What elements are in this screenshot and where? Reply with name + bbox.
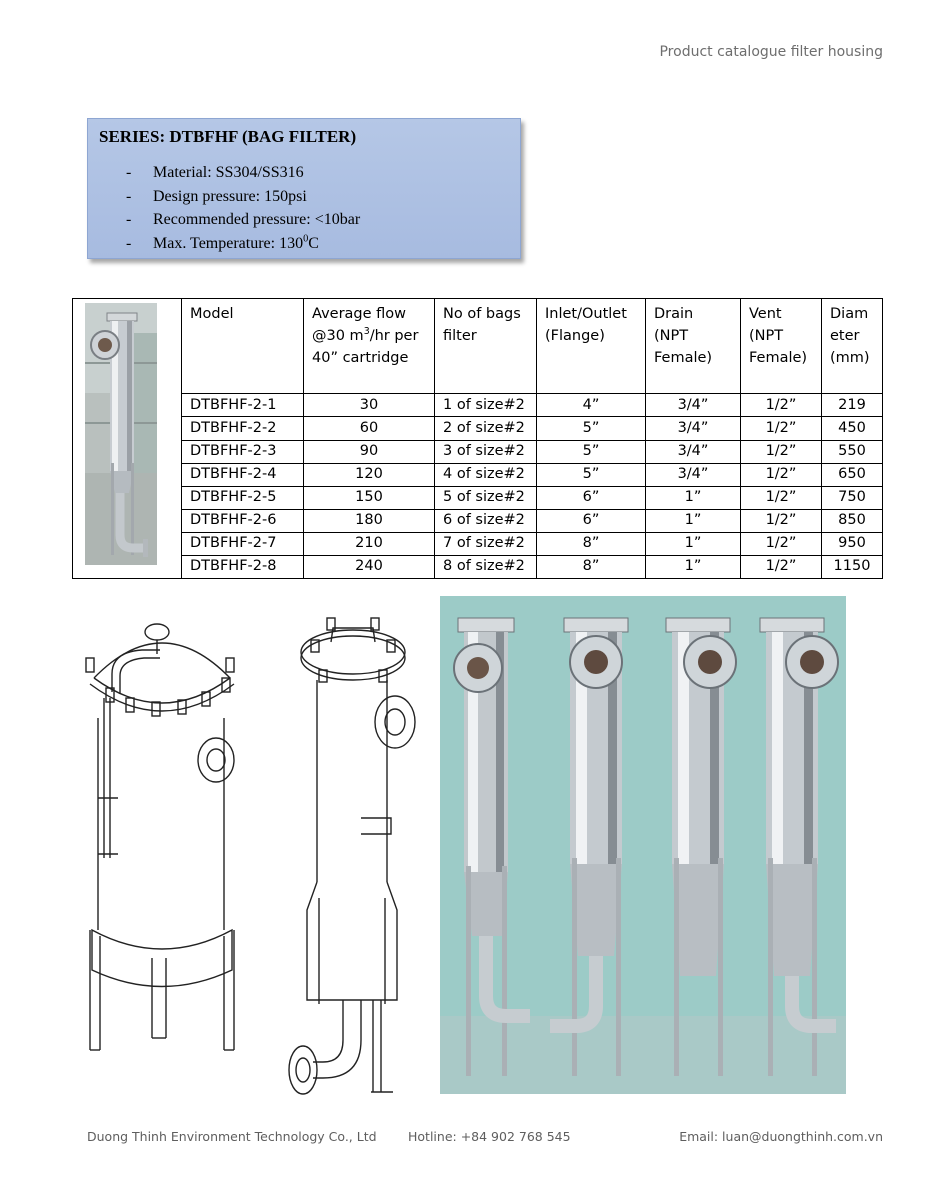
cell-bags: 2 of size#2 bbox=[435, 417, 537, 440]
table-row bbox=[73, 486, 883, 509]
cell-drain: 1” bbox=[646, 509, 741, 532]
cell-vent: 1/2” bbox=[741, 417, 822, 440]
cell-inlet: 8” bbox=[537, 555, 646, 578]
cell-model: DTBFHF-2-7 bbox=[182, 532, 304, 555]
table-row bbox=[73, 394, 883, 417]
cell-bags: 1 of size#2 bbox=[435, 394, 537, 417]
spec-design-pressure: Design pressure: 150psi bbox=[153, 187, 307, 205]
bullet: - bbox=[126, 234, 132, 252]
header-bags: No of bags filter bbox=[435, 299, 537, 394]
table-row bbox=[73, 463, 883, 486]
header-model: Model bbox=[182, 299, 304, 394]
table-row bbox=[73, 532, 883, 555]
cell-bags: 6 of size#2 bbox=[435, 509, 537, 532]
cell-model: DTBFHF-2-3 bbox=[182, 440, 304, 463]
spec-table bbox=[72, 298, 883, 579]
cell-drain: 1” bbox=[646, 532, 741, 555]
filter-housing-drawing-side bbox=[283, 600, 433, 1100]
cell-inlet: 5” bbox=[537, 440, 646, 463]
cell-flow: 240 bbox=[304, 555, 435, 578]
bullet: - bbox=[126, 211, 132, 228]
cell-drain: 1” bbox=[646, 555, 741, 578]
filter-housing-drawing-front bbox=[82, 618, 242, 1058]
footer-company: Duong Thinh Environment Technology Co., Ltd bbox=[87, 1129, 377, 1144]
product-thumbnail bbox=[85, 303, 157, 565]
cell-diameter: 750 bbox=[822, 486, 883, 509]
cell-inlet: 5” bbox=[537, 417, 646, 440]
page-header: Product catalogue filter housing bbox=[659, 44, 883, 60]
spec-max-temperature bbox=[152, 235, 319, 252]
cell-bags: 8 of size#2 bbox=[435, 555, 537, 578]
spec-item bbox=[126, 232, 360, 256]
spec-item bbox=[126, 185, 360, 209]
temp-unit: C bbox=[308, 234, 319, 252]
cell-flow: 60 bbox=[304, 417, 435, 440]
cell-flow: 120 bbox=[304, 463, 435, 486]
table-row bbox=[73, 555, 883, 578]
cell-bags: 7 of size#2 bbox=[435, 532, 537, 555]
cell-bags: 5 of size#2 bbox=[435, 486, 537, 509]
cell-vent: 1/2” bbox=[741, 555, 822, 578]
cell-inlet: 5” bbox=[537, 463, 646, 486]
cell-vent: 1/2” bbox=[741, 394, 822, 417]
header-drain: Drain (NPT Female) bbox=[646, 299, 741, 394]
cell-inlet: 8” bbox=[537, 532, 646, 555]
header-vent: Vent (NPT Female) bbox=[741, 299, 822, 394]
cell-bags: 4 of size#2 bbox=[435, 463, 537, 486]
cell-flow: 210 bbox=[304, 532, 435, 555]
cell-inlet: 6” bbox=[537, 509, 646, 532]
cell-model: DTBFHF-2-6 bbox=[182, 509, 304, 532]
cell-flow: 90 bbox=[304, 440, 435, 463]
cell-vent: 1/2” bbox=[741, 440, 822, 463]
bullet: - bbox=[126, 164, 132, 181]
degree-sup: 0 bbox=[303, 233, 309, 245]
cell-model: DTBFHF-2-8 bbox=[182, 555, 304, 578]
cell-diameter: 1150 bbox=[822, 555, 883, 578]
cell-diameter: 650 bbox=[822, 463, 883, 486]
spec-material: Material: SS304/SS316 bbox=[153, 164, 304, 181]
table-row bbox=[73, 509, 883, 532]
series-title: SERIES: DTBFHF (BAG FILTER) bbox=[99, 127, 357, 146]
product-photo bbox=[440, 596, 846, 1094]
cell-drain: 1” bbox=[646, 486, 741, 509]
cell-diameter: 850 bbox=[822, 509, 883, 532]
table-row bbox=[73, 417, 883, 440]
cell-inlet: 6” bbox=[537, 486, 646, 509]
footer-email: Email: luan@duongthinh.com.vn bbox=[679, 1129, 883, 1144]
cell-vent: 1/2” bbox=[741, 509, 822, 532]
cell-model: DTBFHF-2-2 bbox=[182, 417, 304, 440]
series-info-box bbox=[87, 118, 521, 259]
cell-drain: 3/4” bbox=[646, 463, 741, 486]
cell-flow: 180 bbox=[304, 509, 435, 532]
spec-item bbox=[126, 208, 360, 232]
table-row bbox=[73, 440, 883, 463]
cell-inlet: 4” bbox=[537, 394, 646, 417]
cell-model: DTBFHF-2-1 bbox=[182, 394, 304, 417]
temp-value: Max. Temperature: 130 bbox=[153, 234, 304, 252]
cell-drain: 3/4” bbox=[646, 440, 741, 463]
header-average-flow: Average flow @30 $m^3/hr$ per 40” cartridge bbox=[304, 299, 435, 394]
cell-drain: 3/4” bbox=[646, 417, 741, 440]
cell-diameter: 450 bbox=[822, 417, 883, 440]
cell-flow: 30 bbox=[304, 394, 435, 417]
cell-vent: 1/2” bbox=[741, 463, 822, 486]
spec-list bbox=[126, 161, 360, 255]
cell-diameter: 219 bbox=[822, 394, 883, 417]
product-thumbnail-cell bbox=[73, 299, 182, 579]
cell-vent: 1/2” bbox=[741, 486, 822, 509]
header-diameter: Diam eter (mm) bbox=[822, 299, 883, 394]
cell-model: DTBFHF-2-5 bbox=[182, 486, 304, 509]
bullet: - bbox=[126, 187, 132, 205]
cell-diameter: 550 bbox=[822, 440, 883, 463]
spec-item bbox=[126, 161, 360, 185]
header-inlet-outlet: Inlet/Outlet (Flange) bbox=[537, 299, 646, 394]
cell-vent: 1/2” bbox=[741, 532, 822, 555]
table-header-row bbox=[73, 299, 883, 394]
cell-drain: 3/4” bbox=[646, 394, 741, 417]
cell-flow: 150 bbox=[304, 486, 435, 509]
cell-diameter: 950 bbox=[822, 532, 883, 555]
cell-model: DTBFHF-2-4 bbox=[182, 463, 304, 486]
cell-bags: 3 of size#2 bbox=[435, 440, 537, 463]
footer-hotline: Hotline: +84 902 768 545 bbox=[408, 1129, 571, 1144]
spec-recommended-pressure: Recommended pressure: <10bar bbox=[153, 211, 361, 228]
